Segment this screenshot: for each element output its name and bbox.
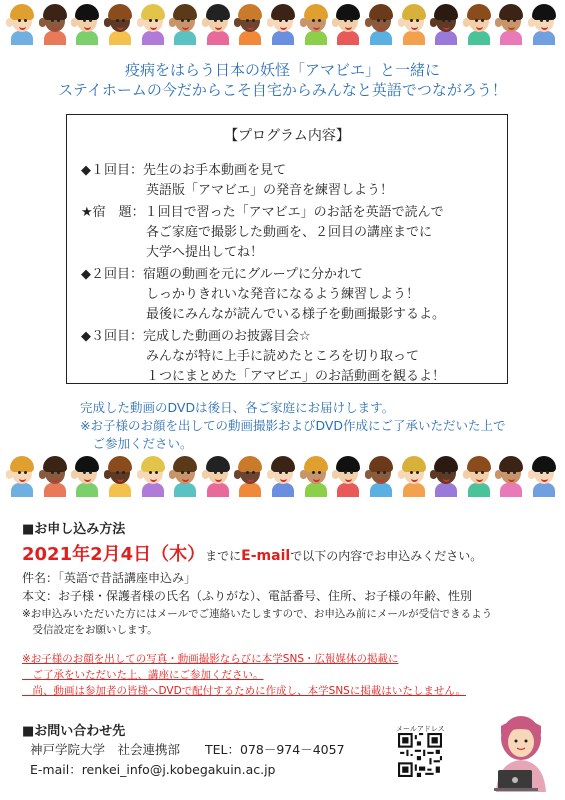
qr-code-icon[interactable]: [398, 733, 442, 777]
kid-face-icon: [530, 456, 558, 498]
kid-face-icon: [269, 456, 297, 498]
kid-face-icon: [204, 456, 232, 498]
kid-face-icon: [334, 456, 362, 498]
body-line: 本文：お子様・保護者様の氏名（ふりがな）、電話番号、住所、お子様の年齢、性別: [22, 589, 473, 603]
program-line: １つにまとめた「アマビエ」のお話動画を観るよ！: [81, 369, 446, 384]
kid-face-icon: [41, 456, 69, 498]
email-setting-note-cont: 受信設定をお願いします。: [22, 624, 158, 636]
consent-note: ※お子様のお顔を出しての動画撮影およびDVD作成にご了承いただいた上で: [80, 418, 506, 433]
kid-face-icon: [236, 4, 264, 46]
kid-face-icon: [204, 4, 232, 46]
kids-illustration-top: [8, 4, 558, 52]
program-line: 最後にみんなが読んでいる様子を動画撮影するよ。: [81, 307, 446, 322]
headline-line-2: ステイホームの今だからこそ自宅からみんなと英語でつながろう！: [58, 81, 507, 99]
program-line: 英語版「アマビエ」の発音を練習しよう！: [81, 183, 394, 198]
kid-face-icon: [400, 456, 428, 498]
kid-face-icon: [432, 456, 460, 498]
kid-face-icon: [106, 4, 134, 46]
kid-face-icon: [73, 4, 101, 46]
kid-face-icon: [139, 4, 167, 46]
kid-face-icon: [171, 456, 199, 498]
dvd-note: 完成した動画のDVDは後日、各ご家庭にお届けします。: [80, 400, 395, 415]
kid-face-icon: [8, 4, 36, 46]
kid-face-icon: [41, 4, 69, 46]
kid-face-icon: [367, 4, 395, 46]
woman-laptop-illustration: [484, 712, 558, 792]
kid-face-icon: [497, 456, 525, 498]
headline-line-1: 疫病をはらう日本の妖怪「アマビエ」と一緒に: [124, 61, 440, 79]
kid-face-icon: [465, 4, 493, 46]
photo-consent-warning-cont: ご了承をいただいた上、講座にご参加ください。: [22, 669, 264, 681]
program-box: [66, 114, 508, 384]
photo-consent-warning: ※お子様のお顔を出しての写真・動画撮影ならびに本学SNS・広報媒体の掲載に: [22, 653, 399, 665]
kid-face-icon: [236, 456, 264, 498]
kid-face-icon: [106, 456, 134, 498]
program-line: 大学へ提出してね！: [81, 245, 264, 260]
qr-label: メールアドレス: [396, 725, 445, 733]
deadline-rest: で以下の内容でお申込みください。: [290, 549, 483, 563]
program-line: ◆３回目：完成した動画のお披露目会☆: [81, 329, 311, 344]
kid-face-icon: [432, 4, 460, 46]
subject-line: 件名：「英語で昔話講座申込み」: [22, 571, 197, 585]
kid-face-icon: [8, 456, 36, 498]
kid-face-icon: [171, 4, 199, 46]
program-line: ◆１回目：先生のお手本動画を見て: [81, 163, 286, 178]
kid-face-icon: [334, 4, 362, 46]
application-heading: ■お申し込み方法: [22, 522, 126, 537]
contact-heading: ■お問い合わせ先: [22, 724, 126, 739]
kid-face-icon: [497, 4, 525, 46]
kid-face-icon: [73, 456, 101, 498]
program-line: ★宿 題：１回目で習った「アマビエ」のお話を英語で読んで: [81, 205, 444, 220]
email-setting-note: ※お申込みいただいた方にはメールでご連絡いたしますので、お申込み前にメールが受信できるよう: [22, 608, 493, 620]
kid-face-icon: [367, 456, 395, 498]
consent-note-cont: ご参加ください。: [80, 436, 193, 451]
deadline-date: 2021年2月4日（木）: [22, 544, 206, 565]
kid-face-icon: [400, 4, 428, 46]
kid-face-icon: [465, 456, 493, 498]
deadline-line: [22, 540, 482, 566]
kid-face-icon: [302, 456, 330, 498]
program-line: みんなが特に上手に読めたところを切り取って: [81, 349, 420, 364]
program-line: ◆２回目：宿題の動画を元にグループに分かれて: [81, 267, 363, 282]
deadline-mid: までに: [205, 549, 242, 563]
program-line: 各ご家庭で撮影した動画を、２回目の講座までに: [81, 225, 433, 240]
video-usage-note: 尚、動画は参加者の皆様へDVDで配付するために作成し、本学SNSに掲載はいたしません。: [22, 685, 466, 697]
kid-face-icon: [269, 4, 297, 46]
kid-face-icon: [530, 4, 558, 46]
program-line: しっかりきれいな発音になるよう練習しよう！: [81, 287, 420, 302]
contact-email[interactable]: E-mail：renkei_info@j.kobegakuin.ac.jp: [30, 762, 276, 777]
program-title: 【プログラム内容】: [224, 128, 350, 144]
kids-illustration-bottom: [8, 456, 558, 504]
kid-face-icon: [139, 456, 167, 498]
kid-face-icon: [302, 4, 330, 46]
deadline-email-word: E-mail: [241, 548, 291, 564]
contact-org: 神戸学院大学 社会連携部 TEL：078－974－4057: [30, 742, 345, 757]
